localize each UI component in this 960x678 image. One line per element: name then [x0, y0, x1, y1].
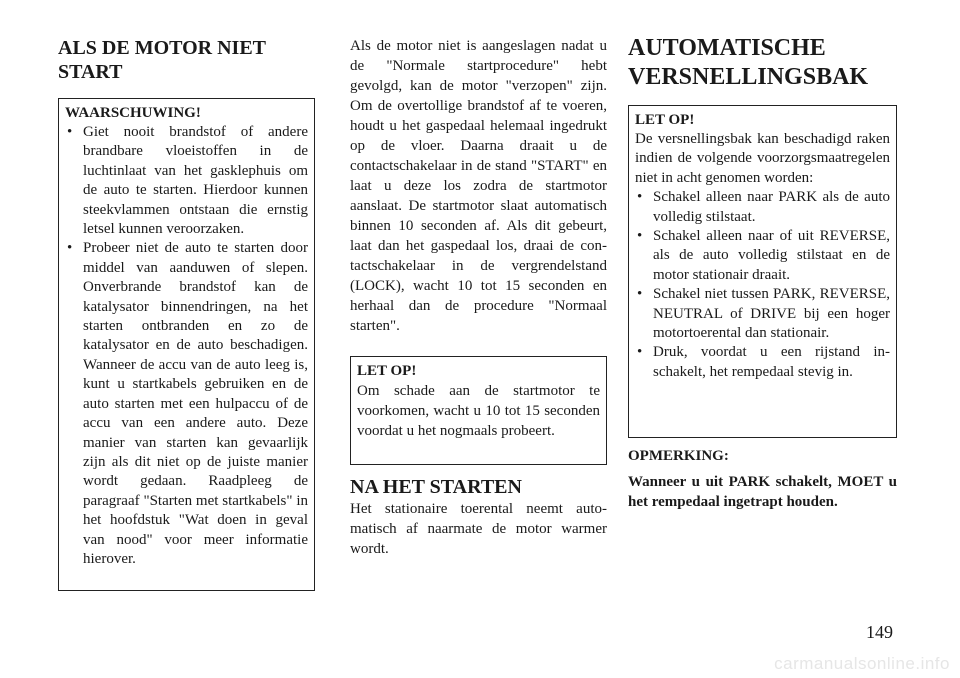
caution-text: Om schade aan de startmotor te voorkomen, wacht u 10 tot 15 seconden voordat u het nogmaals probeert. — [357, 383, 600, 439]
left-column — [58, 0, 315, 591]
watermark-footer: carmanualsonline.info — [774, 654, 950, 673]
warning-title: WAARSCHUWING! — [65, 105, 201, 121]
caution-bullet: • Druk, voordat u een rijstand inschakelt, het rempedaal stevig in. — [635, 343, 890, 382]
section-heading-engine-not-start: ALS DE MOTOR NIET START — [58, 37, 266, 83]
section-heading-after-start: NA HET STARTEN — [350, 476, 522, 498]
caution-box-startmotor — [350, 356, 607, 465]
caution-bullet: • Schakel alleen naar PARK als de auto volledig stilstaat. — [635, 188, 890, 227]
warning-bullet: • Probeer niet de auto te starten door middel van aanduwen of slepen. Onverbrande brandstof kan de katalysator binnendringen, na het starten ontbranden en zo de katalysator en de auto beschadigen. Wanneer de accu van de auto leeg is, kunt u startkabels gebruiken en de auto starten met een hulpaccu of de accu van een andere auto. Deze manier van starten kan gevaarlijk zijn als dit niet op de juiste manier wordt gedaan. Raadpleeg de paragraaf "Starten met startkabels" in het hoofdstuk "Wat doen in geval van nood" voor meer informatie hierover. — [65, 239, 308, 569]
caution-box-transmission — [628, 105, 897, 438]
warning-bullet: • Giet nooit brandstof of andere brandbare vloeistoffen in de luchtinlaat van het gasklephuis om de auto te starten. Hierdoor kunnen steekvlammen ontstaan die ernstig letsel kunnen veroorzaken. — [65, 123, 308, 239]
right-column — [628, 0, 897, 512]
warning-list — [65, 123, 308, 569]
note-text: Wanneer u uit PARK schakelt, MOET u het rempedaal ingetrapt houden. — [628, 474, 897, 510]
flooded-engine-paragraph: Als de motor niet is aangeslagen nadat u de "Normale startprocedure" hebt gevolgd, kan de motor "verzopen" zijn. Om de overtollige brandstof af te voeren, houdt u het gaspedaal helemaal ingedrukt op de vloer. Daarna draait u de contactschakelaar in de stand "START" en laat u deze los zodra de startmotor aanslaat. De startmotor slaat automatisch binnen 10 seconden af. Als dit gebeurt, laat dan het gaspedaal los, draai de contactschakelaar in de vergrendelstand (LOCK), wacht 10 tot 15 seconden en herhaal dan de procedure "Normaal starten". — [350, 38, 607, 334]
caution-list — [635, 188, 890, 382]
note-title: OPMERKING: — [628, 448, 729, 464]
caution-bullet: • Schakel niet tussen PARK, REVERSE, NEUTRAL of DRIVE bij een hoger motortoerental dan stationair. — [635, 285, 890, 343]
after-start-paragraph: Het stationaire toerental neemt automatisch af naarmate de motor warmer wordt. — [350, 501, 607, 557]
page-number: 149 — [866, 622, 893, 642]
middle-column — [350, 0, 607, 559]
caution-title: LET OP! — [635, 112, 695, 128]
caution-intro: De versnellingsbak kan beschadigd raken indien de volgende voorzorgsmaatregelen niet in acht genomen worden: — [635, 131, 890, 186]
section-heading-automatic-transmission: AUTOMATISCHE VERSNELLINGSBAK — [628, 35, 869, 90]
warning-box — [58, 98, 315, 591]
caution-title: LET OP! — [357, 363, 417, 379]
caution-bullet: • Schakel alleen naar of uit REVERSE, als de auto volledig stilstaat en de motor stationair draait. — [635, 227, 890, 285]
